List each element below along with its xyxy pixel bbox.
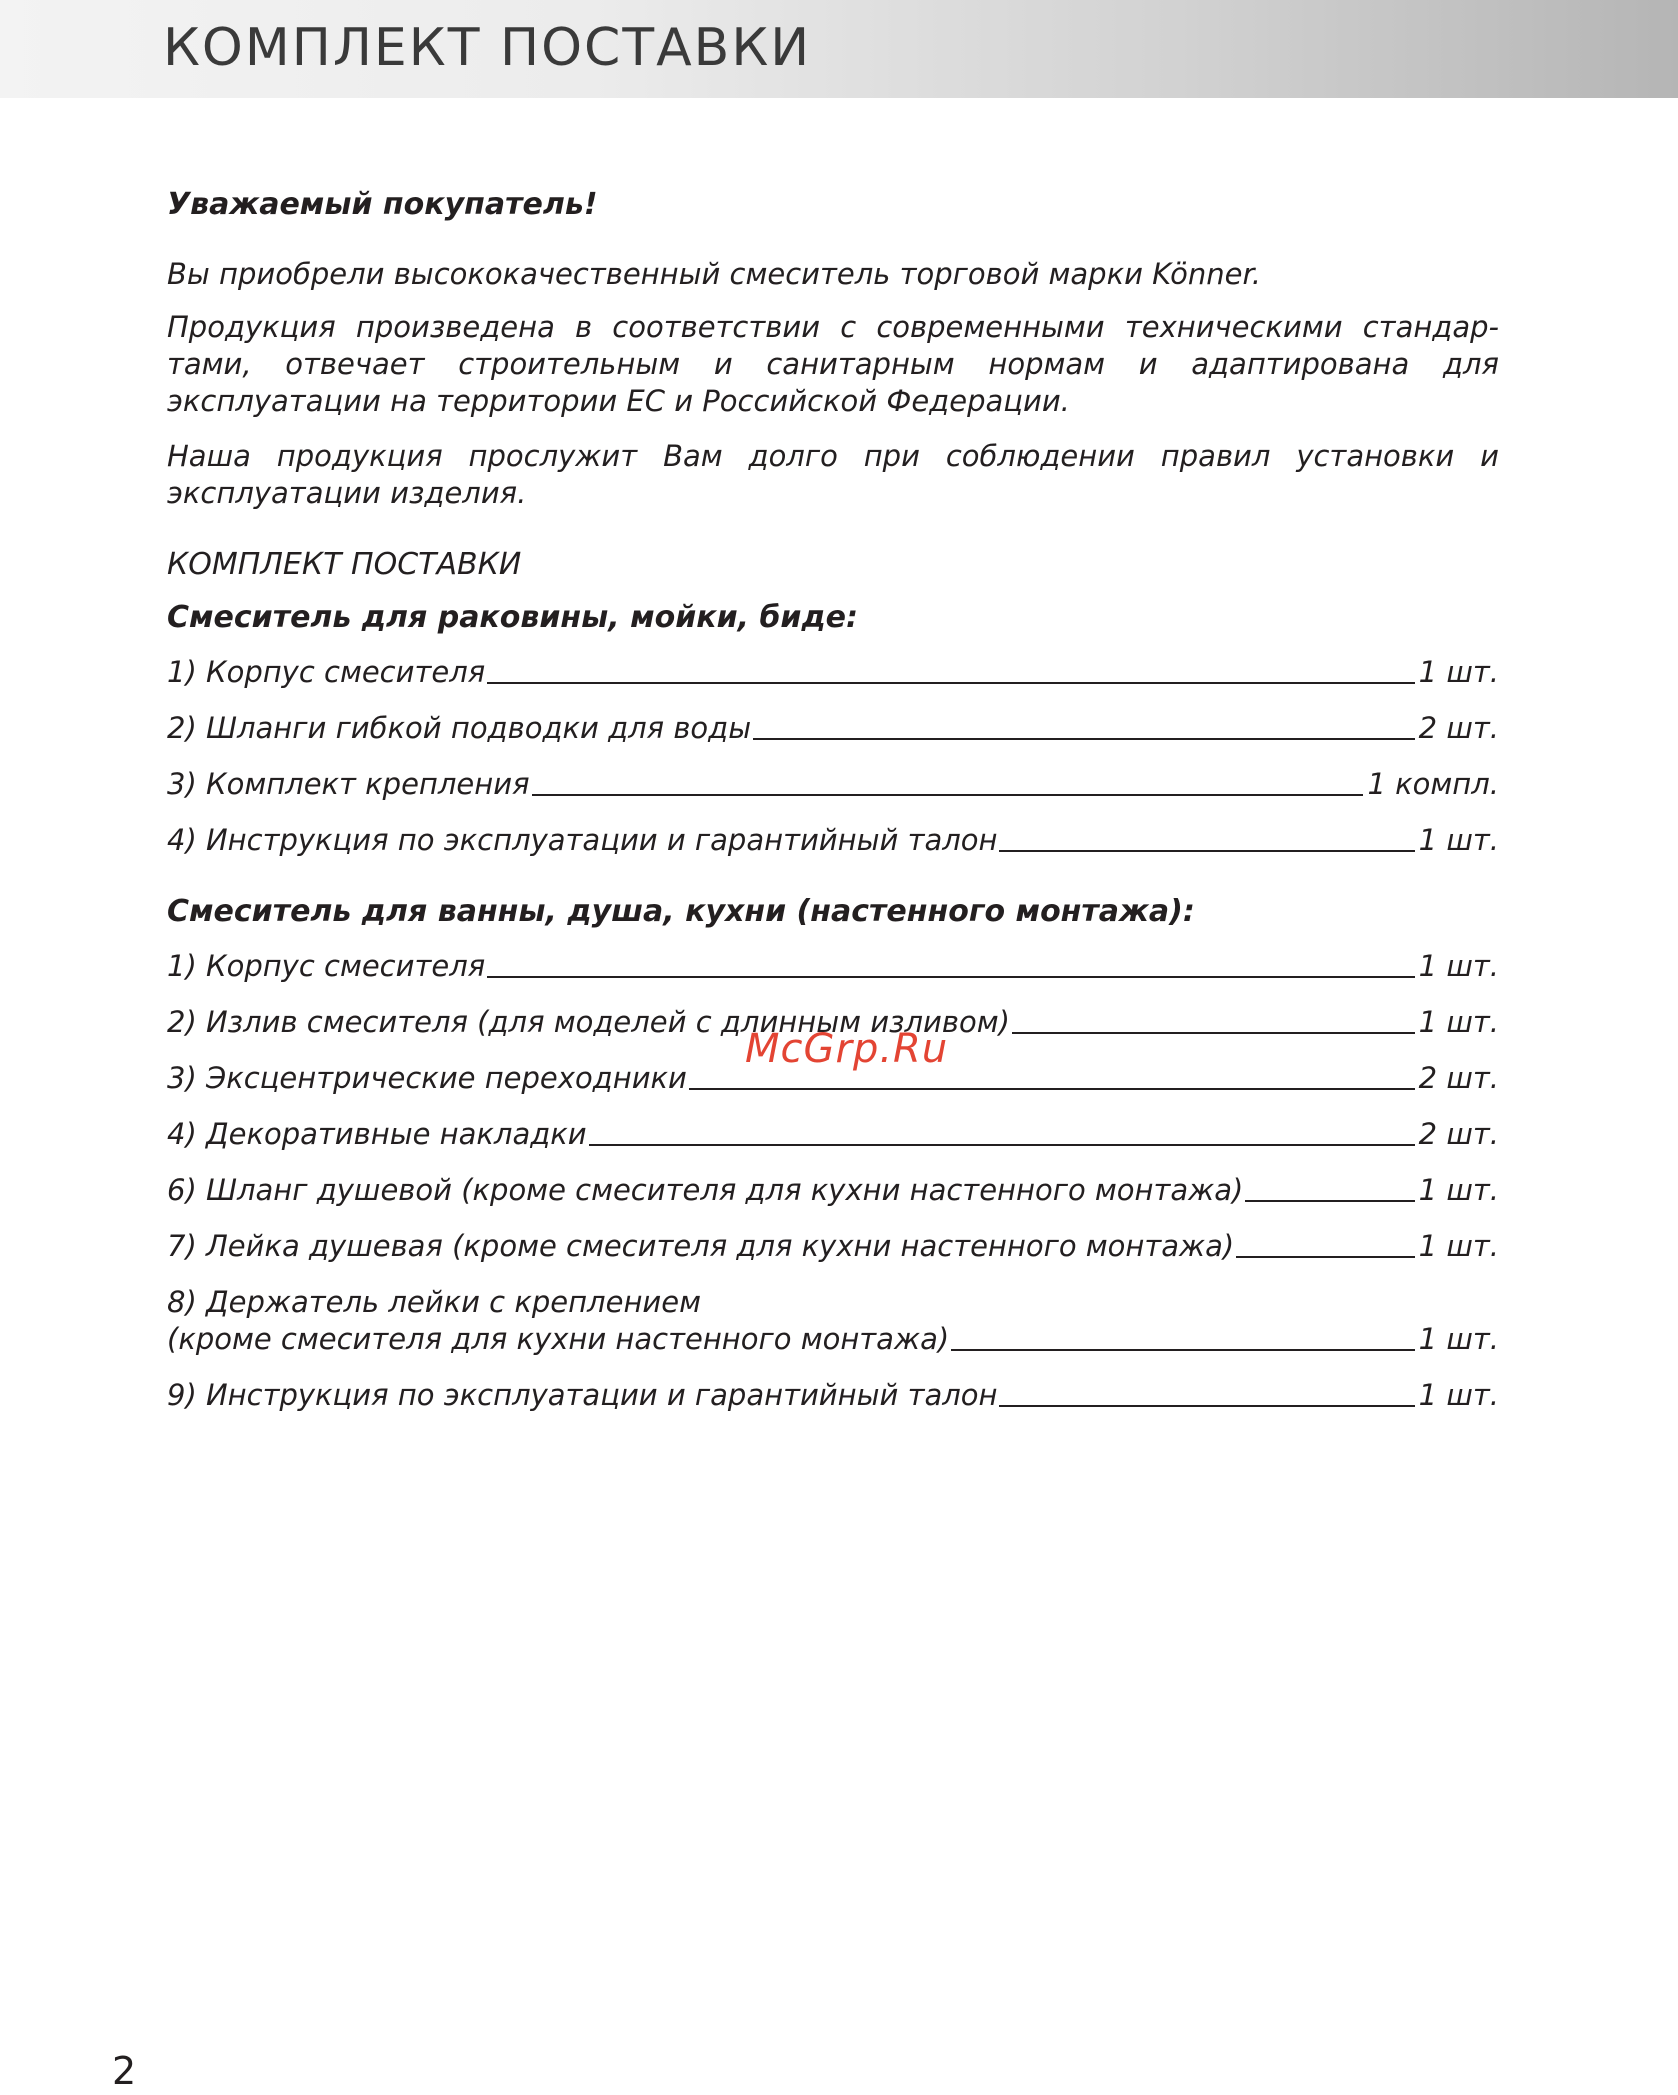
item-quantity: 1 шт.	[1418, 949, 1499, 983]
watermark: McGrp.Ru	[745, 1026, 949, 1072]
item-quantity: 1 компл.	[1367, 767, 1499, 801]
list-item	[167, 766, 1499, 803]
leader-line	[1012, 1032, 1415, 1034]
group-title-sink: Смеситель для раковины, мойки, биде:	[167, 600, 859, 635]
item-label: 3) Комплект крепления	[167, 767, 530, 801]
item-quantity: 1 шт.	[1418, 823, 1499, 857]
document-body	[167, 186, 1499, 1433]
item-label: 1) Корпус смесителя	[167, 655, 486, 689]
item-quantity: 1 шт.	[1418, 1229, 1499, 1263]
item-quantity: 1 шт.	[1418, 655, 1499, 689]
leader-line	[753, 738, 1415, 740]
item-quantity: 1 шт.	[1418, 1322, 1499, 1356]
item-label: 4) Декоративные накладки	[167, 1117, 587, 1151]
section-title: КОМПЛЕКТ ПОСТАВКИ	[167, 547, 522, 582]
leader-line	[487, 682, 1414, 684]
list-item	[167, 1116, 1499, 1153]
leader-line	[999, 850, 1414, 852]
item-label: 9) Инструкция по эксплуатации и гарантийный талон	[167, 1378, 998, 1412]
item-label: 6) Шланг душевой (кроме смесителя для кухни настенного монтажа)	[167, 1173, 1244, 1207]
item-label: 1) Корпус смесителя	[167, 949, 486, 983]
item-label: 2) Излив смесителя (для моделей с длинным изливом)	[167, 1005, 1010, 1039]
leader-line	[1236, 1256, 1414, 1258]
leader-line	[1245, 1200, 1414, 1202]
item-quantity: 1 шт.	[1418, 1173, 1499, 1207]
item-label: 2) Шланги гибкой подводки для воды	[167, 711, 752, 745]
list-item	[167, 1228, 1499, 1265]
list-item	[167, 1172, 1499, 1209]
item-label: 3) Эксцентрические переходники	[167, 1061, 687, 1095]
item-label: 7) Лейка душевая (кроме смесителя для кухни настенного монтажа)	[167, 1229, 1235, 1263]
item-quantity: 2 шт.	[1418, 711, 1499, 745]
list-item	[167, 710, 1499, 747]
group-title-bath: Смеситель для ванны, душа, кухни (настенного монтажа):	[167, 894, 1195, 929]
list-item	[167, 822, 1499, 859]
intro-paragraph-3: Наша продукция прослужит Вам долго при соблюдении правил установки и эксплуатации изделия.	[167, 439, 1499, 510]
item-label: 4) Инструкция по эксплуатации и гарантийный талон	[167, 823, 998, 857]
list-item	[167, 948, 1499, 985]
page-number: 2	[112, 2049, 137, 2093]
item-quantity: 1 шт.	[1418, 1005, 1499, 1039]
page-title: КОМПЛЕКТ ПОСТАВКИ	[163, 18, 812, 78]
list-item	[167, 654, 1499, 691]
list-item	[167, 1377, 1499, 1414]
leader-line	[589, 1144, 1415, 1146]
leader-line	[532, 794, 1364, 796]
item-quantity: 1 шт.	[1418, 1378, 1499, 1412]
item-label	[167, 1284, 949, 1358]
item-label-line-1: 8) Держатель лейки с креплением	[167, 1285, 701, 1319]
list-item	[167, 1284, 1499, 1358]
leader-line	[487, 976, 1414, 978]
leader-line	[689, 1088, 1415, 1090]
intro-paragraph-2: Продукция произведена в соответствии с современными техническими стандар-тами, отвечает строительным и санитарным нормам и адаптирована для эксплуатации на территории ЕС и Российской Федерации.	[167, 310, 1499, 418]
leader-line	[951, 1349, 1415, 1351]
header-band	[0, 0, 1678, 98]
greeting: Уважаемый покупатель!	[167, 187, 598, 222]
item-quantity: 2 шт.	[1418, 1117, 1499, 1151]
leader-line	[999, 1405, 1414, 1407]
item-label-line-2: (кроме смесителя для кухни настенного монтажа)	[167, 1322, 950, 1356]
intro-paragraph-1: Вы приобрели высококачественный смеситель торговой марки Könner.	[167, 257, 1261, 291]
item-quantity: 2 шт.	[1418, 1061, 1499, 1095]
